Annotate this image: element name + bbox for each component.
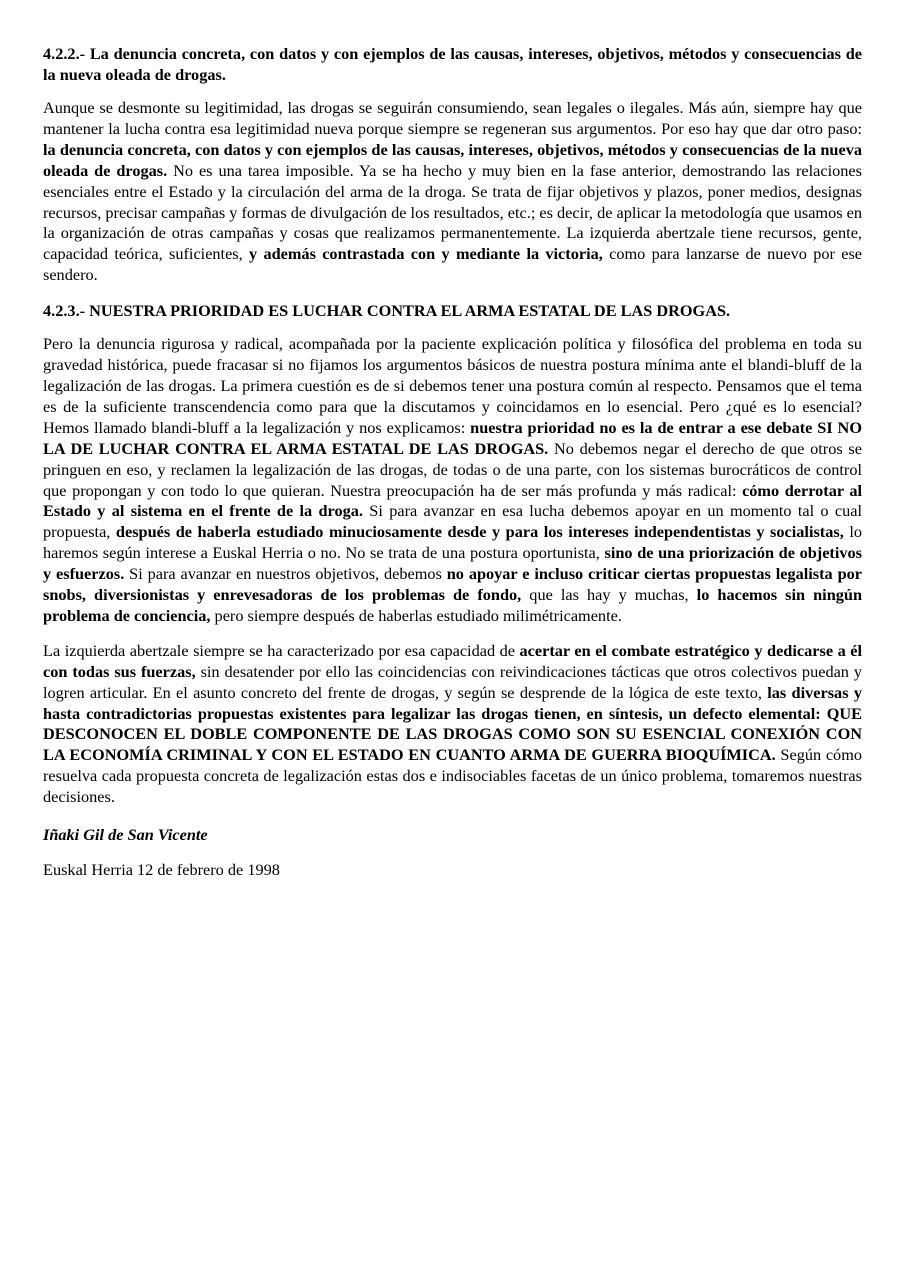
dateline: Euskal Herria 12 de febrero de 1998 (43, 860, 280, 880)
emphasis-run: cómo derrotar al Estado y al sistema en el frente de la droga. (43, 480, 862, 521)
text-run: que las hay y muchas, (521, 585, 697, 605)
section-heading-4-2-3: 4.2.3.- NUESTRA PRIORIDAD ES LUCHAR CONTRA EL ARMA ESTATAL DE LAS DROGAS. (43, 301, 731, 321)
text-run: No es una tarea imposible. Ya se ha hecho y muy bien en la fase anterior, demostrando las relaciones esenciales entre el Estado y la circulación del arma de la droga. Se trata de fijar objetivos y plazos, poner medios, designas recursos, precisar campañas y formas de divulgación de los resultados, etc.; es decir, de aplicar la metodología que usamos en la organización de otras campañas y cosas que realizamos permanentemente. La izquierda abertzale tiene recursos, gente, capacidad teórica, suficientes, (43, 160, 863, 264)
emphasis-run: después de haberla estudiado minuciosamente desde y para los intereses independentistas y socialistas, (115, 522, 844, 542)
emphasis-run: no apoyar e incluso criticar ciertas propuestas legalista por snobs, diversionistas y enrevesadoras de los problemas de fondo, (43, 564, 862, 605)
text-run: pero siempre después de haberlas estudiado milimétricamente. (210, 605, 622, 625)
emphasis-run: acertar en el combate estratégico y dedicarse a él con todas sus fuerzas, (43, 640, 862, 681)
text-run: Aunque se desmonte su legitimidad, las drogas se seguirán consumiendo, sean legales o ilegales. Más aún, siempre hay que mantener la lucha contra esa legitimidad nueva porque siempre se regeneran sus argumentos. Por eso hay que dar otro paso: (43, 98, 862, 138)
text-run: Si para avanzar en nuestros objetivos, debemos (124, 564, 447, 584)
emphasis-run: la denuncia concreta, con datos y con ejemplos de las causas, intereses, objetivos, métodos y consecuencias de la nueva oleada de drogas. (43, 139, 862, 180)
emphasis-run: sino de una priorización de objetivos y esfuerzos. (43, 543, 862, 584)
text-run: sin desatender por ello las coincidencias con reivindicaciones tácticas que otros colectivos puedan y logren articular. En el asunto concreto del frente de drogas, y según se desprende de la lógica de este texto, (43, 661, 862, 702)
paragraph-4-2-3-a (43, 334, 862, 627)
text-run: No debemos negar el derecho de que otros se pringuen en eso, y reclamen la legalización de las drogas, de todas o de una parte, con los sistemas burocráticos de control que propongan y con todo lo que quieran. Nuestra preocupación ha de ser más profunda y más radical: (43, 438, 862, 500)
text-run: La izquierda abertzale siempre se ha caracterizado por esa capacidad de (43, 640, 520, 660)
section-heading-4-2-2: 4.2.2.- La denuncia concreta, con datos y con ejemplos de las causas, intereses, objetivos, métodos y consecuencias de la nueva oleada de drogas. (43, 44, 862, 84)
paragraph-4-2-2 (43, 98, 862, 286)
paragraph-4-2-3-b (43, 641, 862, 808)
text-run: Pero la denuncia rigurosa y radical, acompañada por la paciente explicación política y filosófica del problema en toda su gravedad histórica, puede fracasar si no fijamos los argumentos básicos de nuestra postura mínima ante el blandi-bluff de la legalización de las drogas. La primera cuestión es de si debemos tener una postura común al respecto. Pensamos que el tema es de la suficiente transcendencia como para que la discutamos y coincidamos en lo esencial. Pero ¿qué es lo esencial? Hemos llamado blandi-bluff a la legalización y nos explicamos: (43, 334, 862, 437)
author-signature: Iñaki Gil de San Vicente (43, 825, 208, 845)
text-run: como para lanzarse de nuevo por ese sendero. (43, 244, 863, 285)
text-run: Si para avanzar en esa lucha debemos apoyar en un momento tal o cual propuesta, (43, 501, 863, 542)
emphasis-run: y además contrastada con y mediante la victoria, (249, 244, 603, 264)
text-run: lo haremos según interese a Euskal Herria o no. No se trata de una postura oportunista, (43, 522, 862, 563)
emphasis-run: nuestra prioridad no es la de entrar a ese debate SI NO LA DE LUCHAR CONTRA EL ARMA ESTATAL DE LAS DROGAS. (43, 417, 862, 458)
emphasis-run: las diversas y hasta contradictorias propuestas existentes para legalizar las drogas tienen, en síntesis, un defecto elemental: QUE DESCONOCEN EL DOBLE COMPONENTE DE LAS DROGAS COMO SON SU ESENCIAL CONEXIÓN CON LA ECONOMÍA CRIMINAL Y CON EL ESTADO EN CUANTO ARMA DE GUERRA BIOQUÍMICA. (43, 682, 862, 765)
text-run: Según cómo resuelva cada propuesta concreta de legalización estas dos e indisociables facetas de un único problema, tomaremos nuestras decisiones. (43, 745, 862, 807)
emphasis-run: lo hacemos sin ningún problema de conciencia, (43, 585, 863, 625)
